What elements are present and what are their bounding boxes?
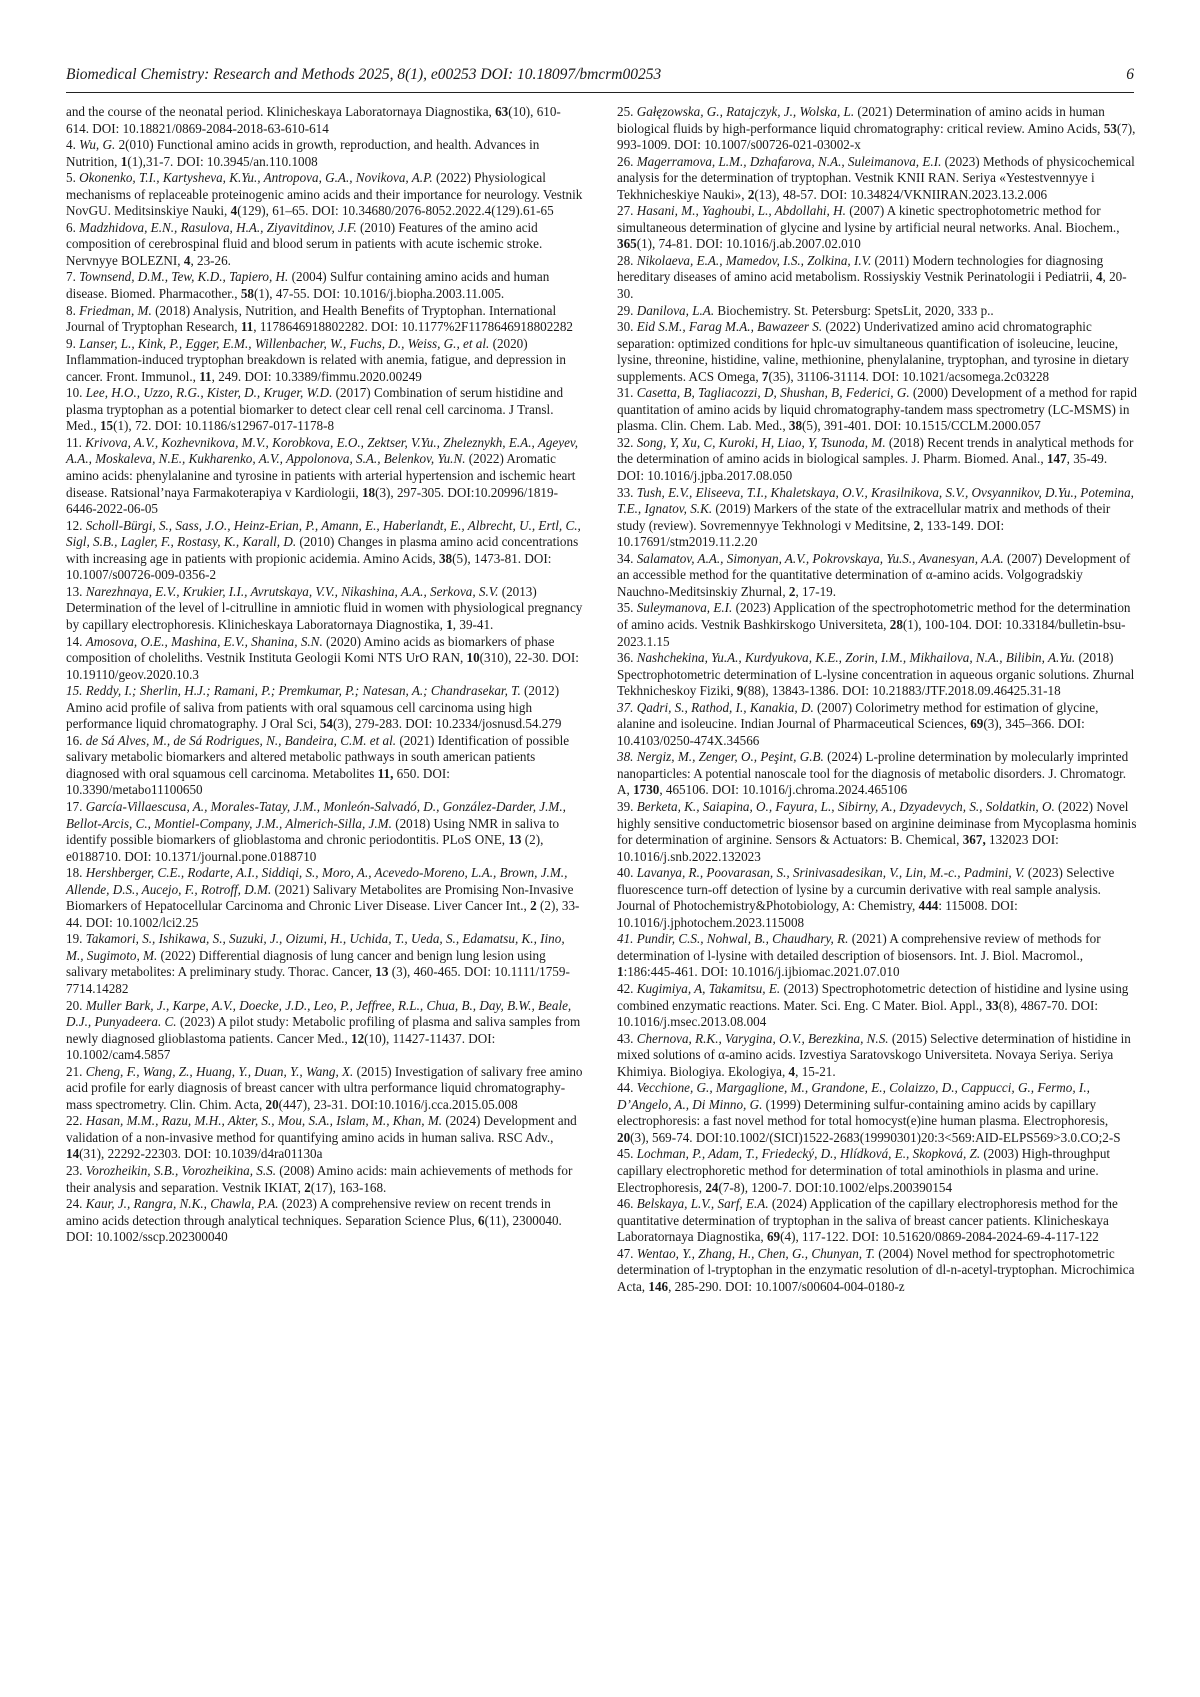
- reference-volume: 54: [319, 716, 333, 732]
- reference-details: (1), 74-81. DOI: 10.1016/j.ab.2007.02.010: [636, 236, 861, 252]
- reference-number: 42.: [617, 980, 637, 996]
- reference-body: (2024) L-proline determination by molecularly imprinted nanoparticles: A potential nanoscale tool for the diagnosis of metabolic disorders. J. Chromatogr. A,: [617, 749, 1129, 798]
- reference-authors: Narezhnaya, E.V., Krukier, I.I., Avrutskaya, V.V., Nikashina, A.A., Serkova, S.V.: [85, 583, 499, 599]
- reference-entry: [66, 1064, 583, 1114]
- reference-volume: 14: [66, 1146, 80, 1162]
- reference-number: 13.: [66, 583, 86, 599]
- reference-volume: 1730: [633, 782, 660, 798]
- reference-body: (2019) Markers of the state of the extracellular matrix and methods of their study (review). Sovremennyye Tekhnologi v Meditsine,: [617, 501, 1111, 533]
- reference-volume: 13: [375, 964, 389, 980]
- reference-details: (17), 163-168.: [310, 1179, 387, 1195]
- reference-entry: [617, 749, 1137, 799]
- reference-body: (2018) Spectrophotometric determination of L-lysine concentration in aqueous organic solutions. Zhurnal Tekhnicheskoy Fiziki,: [617, 650, 1135, 699]
- reference-entry: [66, 931, 583, 997]
- reference-number: 11.: [66, 434, 86, 450]
- reference-number: 40.: [617, 865, 637, 881]
- reference-entry: [617, 203, 1137, 253]
- reference-details: (35), 31106-31114. DOI: 10.1021/acsomega.2c03228: [768, 368, 1050, 384]
- reference-details: (3), 279-283. DOI: 10.2334/josnusd.54.279: [333, 716, 562, 732]
- reference-body: (2012) Amino acid profile of saliva from patients with oral squamous cell carcinoma using high performance liquid chromatography. J Oral Sci,: [66, 683, 560, 732]
- reference-body: (2015) Investigation of salivary free amino acid profile for early diagnosis of breast cancer with ultra performance liquid chromatography-mass spectrometry. Clin. Chim. Acta,: [66, 1063, 583, 1112]
- reference-entry: [617, 700, 1137, 750]
- reference-details: (310), 22-30. DOI: 10.19110/geov.2020.10.3: [66, 650, 579, 682]
- reference-number: 33.: [617, 484, 637, 500]
- reference-volume: 367,: [962, 832, 986, 848]
- reference-entry: [617, 104, 1137, 154]
- references-right-column: [617, 104, 1137, 1295]
- reference-details: , 465106. DOI: 10.1016/j.chroma.2024.465106: [659, 782, 908, 798]
- reference-authors: 15. Reddy, I.; Sherlin, H.J.; Ramani, P.; Premkumar, P.; Natesan, A.; Chandrasekar, T.: [66, 683, 521, 699]
- reference-details: :186:445-461. DOI: 10.1016/j.ijbiomac.2021.07.010: [623, 964, 900, 980]
- reference-body: (2018) Using NMR in saliva to identify possible biomarkers of glioblastoma and chronic periodontitis. PLoS ONE,: [66, 815, 560, 848]
- reference-authors: Song, Y, Xu, C, Kuroki, H, Liao, Y, Tsunoda, M.: [636, 434, 886, 450]
- reference-number: 44.: [617, 1080, 637, 1096]
- reference-entry: [617, 1031, 1137, 1081]
- reference-authors: Vorozheikin, S.B., Vorozheikina, S.S.: [85, 1163, 276, 1178]
- reference-authors: Krivova, A.V., Kozhevnikova, M.V., Korobkova, E.O., Zektser, V.Yu., Zheleznykh, E.A., Ageyev, A.A., Moskaleva, N.E., Kukharenko, A.V., Appolonova, S.A., Belenkov, Yu.N.: [66, 434, 579, 467]
- reference-body: (2022) Differential diagnosis of lung cancer and benign lung lesion using salivary metabolites: A preliminary study. Thorac. Cancer,: [66, 947, 546, 980]
- reference-details: (129), 61–65. DOI: 10.34680/2076-8052.2022.4(129).61-65: [237, 203, 554, 219]
- reference-details: , 23-26.: [190, 252, 231, 268]
- reference-body: (2023) Selective fluorescence turn-off detection of lysine by a curcumin derivative with real sample analysis. Journal of Photochemistry&Photobiology, A: Chemistry,: [617, 865, 1115, 914]
- reference-body: (2018) Recent trends in analytical methods for the determination of amino acids in biological samples. J. Pharm. Biomed. Anal.,: [617, 434, 1134, 467]
- reference-entry: [617, 1146, 1137, 1196]
- reference-body: (2015) Selective determination of histidine in mixed solutions of α-amino acids. Izvestiya Saratovskogo Universiteta. Novaya Seriya. Seriya Khimiya. Biologiya. Ekologiya,: [617, 1030, 1131, 1079]
- reference-entry: [66, 104, 583, 137]
- reference-entry: [617, 154, 1137, 204]
- reference-volume: 1: [120, 153, 128, 169]
- reference-volume: 15: [99, 418, 114, 434]
- reference-number: 21.: [66, 1063, 86, 1079]
- reference-number: 32.: [617, 434, 637, 450]
- reference-body: (2023) A pilot study: Metabolic profiling of plasma and saliva samples from newly diagnosed glioblastoma patients. Cancer Med.,: [66, 1014, 581, 1046]
- reference-volume: 9: [736, 683, 744, 699]
- reference-details: (7-8), 1200-7. DOI:10.1002/elps.200390154: [718, 1179, 953, 1195]
- reference-volume: 146: [648, 1278, 669, 1294]
- reference-details: , 17-19.: [795, 583, 836, 599]
- reference-entry: [617, 1080, 1137, 1146]
- reference-entry: [617, 303, 1137, 320]
- reference-volume: 365: [617, 236, 637, 252]
- reference-number: 24.: [66, 1196, 86, 1212]
- reference-authors: Kaur, J., Rangra, N.K., Chawla, P.A.: [85, 1196, 279, 1212]
- reference-details: 650. DOI: 10.3390/metabo11100650: [66, 765, 450, 798]
- reference-details: (1), 72. DOI: 10.1186/s12967-017-1178-8: [113, 418, 335, 434]
- reference-number: 23.: [66, 1163, 86, 1178]
- reference-number: 28.: [617, 252, 637, 268]
- reference-entry: [617, 485, 1137, 551]
- reference-details: (10), 610-614. DOI: 10.18821/0869-2084-2018-63-610-614: [66, 104, 561, 136]
- reference-details: 132023 DOI: 10.1016/j.snb.2022.132023: [617, 832, 1059, 864]
- reference-details: , 133-149. DOI: 10.17691/stm2019.11.2.20: [617, 517, 1005, 550]
- reference-body: (2022) Underivatized amino acid chromatographic separation: optimized conditions for hplc-uv simultaneous quantification of isoleucine, leucine, lysine, threonine, histidine, valine, methionine, phenylalanine, tryptophan, and tyrosine in dietary supplements. ACS Omega,: [617, 319, 1129, 384]
- reference-details: (3), 345–366. DOI: 10.4103/0250-474X.34566: [617, 716, 1085, 748]
- reference-volume: 2: [913, 517, 921, 533]
- reference-authors: Hershberger, C.E., Rodarte, A.I., Siddiqi, S., Moro, A., Acevedo-Moreno, L.A., Brown, J.M., Allende, D.S., Aucejo, F., Rotroff, D.M.: [66, 865, 568, 897]
- reference-entry: [66, 385, 583, 435]
- reference-body: (2004) Novel method for spectrophotometric determination of l-tryptophan in the enzymatic resolution of dl-n-acetyl-tryptophan. Microchimica Acta,: [617, 1245, 1135, 1294]
- reference-entry: [617, 385, 1137, 435]
- reference-authors: Magerramova, L.M., Dzhafarova, N.A., Suleimanova, E.I.: [636, 153, 942, 169]
- reference-entry: [617, 1196, 1137, 1246]
- reference-body: (2013) Determination of the level of l-citrulline in amniotic fluid in women with physiological pregnancy by capillary electrophoresis. Klinicheskaya Laboratornaya Diagnostika,: [66, 583, 583, 632]
- reference-number: 35.: [617, 600, 637, 616]
- reference-volume: 2: [788, 583, 796, 599]
- reference-authors: Lee, H.O., Uzzo, R.G., Kister, D., Kruger, W.D.: [85, 385, 333, 401]
- reference-number: 46.: [617, 1196, 637, 1212]
- reference-volume: 4: [1095, 269, 1103, 285]
- reference-authors: Lochman, P., Adam, T., Friedecký, D., Hlídková, E., Skopková, Z.: [636, 1146, 981, 1162]
- reference-entry: [66, 170, 583, 220]
- reference-entry: [66, 336, 583, 386]
- reference-details: (10), 11427-11437. DOI: 10.1002/cam4.5857: [66, 1030, 496, 1063]
- reference-volume: 12: [351, 1030, 365, 1046]
- reference-authors: Scholl-Bürgi, S., Sass, J.O., Heinz-Erian, P., Amann, E., Haberlandt, E., Albrecht, U., Ertl, C., Sigl, S.B., Lagler, F., Rostasy, K., Karall, D.: [66, 517, 581, 550]
- reference-volume: 11,: [377, 765, 394, 781]
- reference-authors: Eid S.M., Farag M.A., Bawazeer S.: [636, 319, 823, 335]
- reference-details: (11), 2300040. DOI: 10.1002/sscp.202300040: [66, 1212, 562, 1245]
- reference-details: (8), 4867-70. DOI: 10.1016/j.msec.2013.08.004: [617, 997, 1099, 1030]
- reference-details: (5), 391-401. DOI: 10.1515/CCLM.2000.057: [802, 418, 1041, 434]
- reference-authors: Gałęzowska, G., Ratajczyk, J., Wolska, L.: [636, 104, 855, 119]
- reference-details: , 39-41.: [452, 616, 494, 632]
- reference-details: (1), 47-55. DOI: 10.1016/j.biopha.2003.11.005.: [253, 286, 505, 302]
- reference-body: (2022) Novel highly sensitive conductometric biosensor based on arginine deiminase from Mycoplasma hominis for determination of arginine. Sensors & Actuators: B. Chemical,: [617, 798, 1137, 848]
- reference-volume: 4: [788, 1063, 796, 1079]
- reference-volume: 33: [985, 997, 999, 1013]
- reference-authors: Suleymanova, E.I.: [636, 600, 733, 616]
- reference-authors: Wentao, Y., Zhang, H., Chen, G., Chunyan, T.: [636, 1245, 875, 1261]
- reference-authors: Nikolaeva, E.A., Mamedov, I.S., Zolkina, I.V.: [636, 252, 872, 268]
- reference-authors: Tush, E.V., Eliseeva, T.I., Khaletskaya, O.V., Krasilnikova, S.V., Ovsyannikov, D.Yu., Potemina, T.E., Ignatov, S.K.: [617, 484, 1134, 517]
- reference-authors: Chernova, R.K., Varygina, O.V., Berezkina, N.S.: [636, 1030, 889, 1046]
- reference-body: (2007) Colorimetry method for estimation of glycine, alanine and isoleucine. Indian Journal of Pharmaceutical Sciences,: [617, 699, 1099, 732]
- reference-number: 20.: [66, 997, 86, 1013]
- reference-entry: [617, 253, 1137, 303]
- reference-authors: Madzhidova, E.N., Rasulova, H.A., Ziyavitdinov, J.F.: [79, 219, 357, 235]
- reference-body: (2024) Application of the capillary electrophoresis method for the quantitative determination of tryptophan in the saliva of breast cancer patients. Klinicheskaya Laboratornaya Diagnostika,: [617, 1196, 1118, 1245]
- reference-details: , 249. DOI: 10.3389/fimmu.2020.00249: [211, 368, 422, 384]
- reference-number: 39.: [617, 798, 637, 814]
- reference-entry: [66, 269, 583, 302]
- reference-body: (2020) Inflammation-induced tryptophan breakdown is related with anemia, fatigue, and depression in cancer. Front. Immunol.,: [66, 335, 566, 384]
- reference-details: (7), 993-1009. DOI: 10.1007/s00726-021-03002-x: [617, 120, 1136, 153]
- reference-authors: 41. Pundir, C.S., Nohwal, B., Chaudhary, R.: [617, 931, 849, 947]
- reference-authors: Hasan, M.M., Razu, M.H., Akter, S., Mou, S.A., Islam, M., Khan, M.: [85, 1113, 443, 1129]
- reference-details: (2), 33-44. DOI: 10.1002/lci2.25: [66, 898, 580, 930]
- reference-body: (2013) Spectrophotometric detection of histidine and lysine using combined enzymatic reactions. Mater. Sci. Eng. C Mater. Biol. Appl.,: [617, 980, 1129, 1013]
- reference-volume: 38: [438, 550, 453, 566]
- reference-number: 17.: [66, 798, 86, 814]
- reference-entry: [617, 865, 1137, 931]
- reference-details: (2), e0188710. DOI: 10.1371/journal.pone.0188710: [66, 832, 544, 864]
- reference-body: (2004) Sulfur containing amino acids and human disease. Biomed. Pharmacother.,: [66, 269, 550, 302]
- reference-volume: 63: [495, 104, 509, 119]
- reference-entry: [66, 799, 583, 865]
- journal-citation: Biomedical Chemistry: Research and Methods 2025, 8(1), e00253 DOI: 10.18097/bmcrm00253: [66, 66, 662, 83]
- reference-number: 14.: [66, 633, 86, 649]
- reference-volume: 2: [530, 898, 537, 914]
- reference-volume: 4: [230, 203, 238, 219]
- reference-body: Biochemistry. St. Petersburg: SpetsLit, 2020, 333 p..: [714, 302, 994, 318]
- reference-entry: [617, 551, 1137, 601]
- reference-number: 43.: [617, 1030, 637, 1046]
- reference-volume: 13: [508, 832, 522, 848]
- reference-entry: [617, 650, 1137, 700]
- reference-authors: Friedman, M.: [79, 302, 152, 318]
- reference-body: (2021) A comprehensive review of methods for determination of l-lysine with detailed description of biosensors. Int. J. Biol. Macromol.,: [617, 931, 1101, 963]
- reference-body: 2(010) Functional amino acids in growth, reproduction, and health. Advances in Nutrition,: [66, 137, 540, 169]
- reference-number: 9.: [66, 335, 80, 351]
- reference-number: 18.: [66, 865, 86, 881]
- reference-entry: [617, 435, 1137, 485]
- reference-number: 30.: [617, 319, 637, 335]
- reference-authors: Lavanya, R., Poovarasan, S., Srinivasadesikan, V., Lin, M.-c., Padmini, V.: [636, 865, 1025, 881]
- running-header: [66, 64, 1134, 93]
- reference-entry: [617, 981, 1137, 1031]
- reference-number: 26.: [617, 153, 637, 169]
- reference-body: (2021) Identification of possible salivary metabolic biomarkers and altered metabolic pathways in south american patients diagnosed with oral squamous cell carcinoma. Metabolites: [66, 732, 570, 781]
- reference-entry: [66, 634, 583, 684]
- reference-entry: [66, 683, 583, 733]
- reference-authors: Casetta, B, Tagliacozzi, D, Shushan, B, Federici, G.: [636, 385, 910, 401]
- reference-number: 16.: [66, 732, 86, 748]
- reference-authors: Takamori, S., Ishikawa, S., Suzuki, J., Oizumi, H., Uchida, T., Ueda, S., Edamatsu, K., Iino, M., Sugimoto, M.: [66, 931, 565, 963]
- reference-volume: 2: [304, 1179, 311, 1195]
- reference-number: 34.: [617, 550, 637, 566]
- reference-entry: [617, 319, 1137, 385]
- reference-number: 4.: [66, 137, 80, 153]
- reference-volume: 20: [617, 1129, 631, 1145]
- reference-number: 12.: [66, 517, 86, 533]
- reference-number: 27.: [617, 203, 637, 219]
- reference-authors: Wu, G.: [79, 137, 116, 153]
- reference-entry: [617, 1246, 1137, 1296]
- reference-entry: [66, 220, 583, 270]
- reference-number: 5.: [66, 170, 80, 186]
- reference-details: (13), 48-57. DOI: 10.34824/VKNIIRAN.2023.13.2.006: [754, 186, 1048, 202]
- reference-body: (2008) Amino acids: main achievements of methods for their analysis and separation. Vestnik IKIAT,: [66, 1163, 573, 1195]
- reference-authors: Danilova, L.A.: [636, 302, 715, 318]
- reference-entry: [66, 998, 583, 1064]
- reference-body: (2007) Development of an accessible method for the quantitative determination of α-amino acids. Volgogradskiy Nauchno-Meditsinskiy Zhurnal,: [617, 550, 1131, 599]
- reference-details: (1),31-7. DOI: 10.3945/an.110.1008: [127, 153, 318, 169]
- reference-details: , 285-290. DOI: 10.1007/s00604-004-0180-z: [668, 1278, 905, 1294]
- reference-entry: [66, 1113, 583, 1163]
- reference-details: (3), 297-305. DOI:10.20996/1819-6446-2022-06-05: [66, 484, 558, 517]
- reference-number: 31.: [617, 385, 637, 401]
- reference-authors: Hasani, M., Yaghoubi, L., Abdollahi, H.: [636, 203, 846, 219]
- references-left-column: [66, 104, 583, 1246]
- page-number: 6: [1126, 66, 1134, 83]
- reference-number: 19.: [66, 931, 86, 947]
- reference-body: (2024) Development and validation of a non-invasive method for quantifying amino acids in human saliva. RSC Adv.,: [66, 1113, 577, 1145]
- reference-volume: 69: [970, 716, 984, 732]
- reference-volume: 69: [766, 1229, 781, 1245]
- reference-authors: 38. Nergiz, M., Zenger, O., Peşint, G.B.: [617, 749, 824, 765]
- reference-number: 8.: [66, 302, 80, 318]
- reference-body: (2023) Methods of physicochemical analysis for the determination of tryptophan. Vestnik KNII RAN. Seriya «Yestestvennyye i Tekhnicheskiye Nauki»,: [617, 153, 1135, 202]
- reference-authors: de Sá Alves, M., de Sá Rodrigues, N., Bandeira, C.M. et al.: [85, 732, 397, 748]
- reference-entry: [617, 931, 1137, 981]
- reference-number: 47.: [617, 1245, 637, 1261]
- reference-volume: 10: [466, 650, 480, 666]
- reference-number: 6.: [66, 219, 80, 235]
- reference-body: (2022) Physiological mechanisms of replaceable proteinogenic amino acids and their importance for neurology. Vestnik NovGU. Meditsinskiye Nauki,: [66, 170, 583, 219]
- reference-body: and the course of the neonatal period. Klinicheskaya Laboratornaya Diagnostika,: [66, 104, 496, 119]
- reference-entry: [66, 518, 583, 584]
- reference-volume: 1: [617, 964, 624, 980]
- reference-volume: 7: [761, 368, 769, 384]
- reference-entry: [617, 799, 1137, 865]
- reference-volume: 53: [1103, 120, 1117, 136]
- reference-details: , 15-21.: [795, 1063, 836, 1079]
- reference-entry: [66, 733, 583, 799]
- reference-details: (5), 1473-81. DOI: 10.1007/s00726-009-0356-2: [66, 550, 552, 583]
- reference-body: (2023) A comprehensive review on recent trends in amino acids detection through analytical techniques. Separation Science Plus,: [66, 1196, 551, 1228]
- reference-number: 25.: [617, 104, 637, 119]
- reference-authors: Kugimiya, A, Takamitsu, E.: [636, 980, 781, 996]
- reference-details: (447), 23-31. DOI:10.1016/j.cca.2015.05.008: [278, 1096, 518, 1112]
- reference-volume: 1: [446, 616, 453, 632]
- reference-authors: 37. Qadri, S., Rathod, I., Kanakia, D.: [617, 699, 814, 715]
- reference-details: , 20-30.: [617, 269, 1127, 302]
- reference-authors: García-Villaescusa, A., Morales-Tatay, J.M., Monleón-Salvadó, D., González-Darder, J.M., Bellot-Arcis, C., Montiel-Company, J.M., Almerich-Silla, J.M.: [66, 798, 566, 831]
- reference-volume: 444: [918, 898, 939, 914]
- reference-volume: 147: [1046, 451, 1067, 467]
- reference-body: (2017) Combination of serum histidine and plasma tryptophan as a potential biomarker to detect clear cell renal cell carcinoma. J Transl. Med.,: [66, 385, 564, 434]
- reference-volume: 2: [747, 186, 755, 202]
- reference-authors: Amosova, O.E., Mashina, E.V., Shanina, S.N.: [85, 633, 323, 649]
- reference-body: (2010) Changes in plasma amino acid concentrations with increasing age in patients with propionic acidemia. Amino Acids,: [66, 534, 579, 566]
- reference-volume: 38: [788, 418, 803, 434]
- reference-entry: [66, 1196, 583, 1246]
- reference-entry: [66, 1163, 583, 1196]
- reference-volume: 18: [361, 484, 376, 500]
- reference-authors: Vecchione, G., Margaglione, M., Grandone, E., Colaizzo, D., Cappucci, G., Fermo, I., D’Angelo, A., Di Minno, G.: [617, 1080, 1090, 1112]
- reference-details: (88), 13843-1386. DOI: 10.21883/JTF.2018.09.46425.31-18: [743, 683, 1061, 699]
- reference-body: (2000) Development of a method for rapid quantitation of amino acids by liquid chromatography-tandem mass spectrometry (LC-MSMS) in plasma. Clin. Chem. Lab. Med.,: [617, 385, 1137, 434]
- reference-details: (3), 569-74. DOI:10.1002/(SICI)1522-2683(19990301)20:3<569:AID-ELPS569>3.0.CO;2-S: [630, 1129, 1121, 1145]
- reference-body: (1999) Determining sulfur-containing amino acids by capillary electrophoresis: a fast novel method for total homocyst(e)ine human plasma. Electrophoresis,: [617, 1096, 1109, 1129]
- reference-volume: 11: [199, 368, 212, 384]
- reference-authors: Lanser, L., Kink, P., Egger, E.M., Willenbacher, W., Fuchs, D., Weiss, G., et al.: [79, 335, 490, 351]
- reference-entry: [617, 600, 1137, 650]
- reference-authors: Salamatov, A.A., Simonyan, A.V., Pokrovskaya, Yu.S., Avanesyan, A.A.: [636, 550, 1004, 566]
- reference-details: (4), 117-122. DOI: 10.51620/0869-2084-2024-69-4-117-122: [780, 1229, 1099, 1245]
- reference-volume: 4: [183, 252, 191, 268]
- reference-body: (2010) Features of the amino acid composition of cerebrospinal fluid and blood serum in patients with acute ischemic stroke. Nervnyye BOLEZNI,: [66, 219, 543, 268]
- reference-number: 36.: [617, 650, 637, 666]
- reference-body: (2022) Aromatic amino acids: phenylalanine and tyrosine in patients with arterial hypertension and ischemic heart disease. Ratsional’naya Farmakoterapiya v Kardiologii,: [66, 451, 576, 500]
- reference-authors: Berketa, K., Saiapina, O., Fayura, L., Sibirny, A., Dzyadevych, S., Soldatkin, O.: [636, 798, 1055, 814]
- reference-number: 10.: [66, 385, 86, 401]
- reference-entry: [66, 137, 583, 170]
- reference-entry: [66, 435, 583, 518]
- reference-authors: Okonenko, T.I., Kartysheva, K.Yu., Antropova, G.A., Novikova, A.P.: [79, 170, 433, 186]
- reference-details: : 115008. DOI: 10.1016/j.jphotochem.2023.115008: [617, 898, 1018, 930]
- reference-body: (2018) Analysis, Nutrition, and Health Benefits of Tryptophan. International Journal of Tryptophan Research,: [66, 302, 557, 335]
- reference-volume: 24: [705, 1179, 719, 1195]
- reference-body: (2020) Amino acids as biomarkers of phase composition of choleliths. Vestnik Instituta Geologii Komi NTS UrO RAN,: [66, 633, 555, 666]
- reference-body: (2021) Salivary Metabolites are Promising Non-Invasive Biomarkers of Hepatocellular Carcinoma and Chronic Liver Disease. Liver Cancer Int.,: [66, 881, 574, 914]
- reference-authors: Muller Bark, J., Karpe, A.V., Doecke, J.D., Leo, P., Jeffree, R.L., Chua, B., Day, B.W., Beale, D.J., Punyadeera. C.: [66, 997, 572, 1030]
- reference-authors: Cheng, F., Wang, Z., Huang, Y., Duan, Y., Wang, X.: [85, 1063, 354, 1079]
- reference-body: (2003) High-throughput capillary electrophoretic method for determination of total aminothiols in plasma and urine. Electrophoresis,: [617, 1146, 1111, 1195]
- reference-entry: [66, 303, 583, 336]
- reference-details: (1), 100-104. DOI: 10.33184/bulletin-bsu-2023.1.15: [617, 616, 1126, 649]
- reference-volume: 28: [889, 616, 903, 632]
- reference-details: , 1178646918802282. DOI: 10.1177%2F1178646918802282: [253, 319, 573, 335]
- reference-number: 29.: [617, 302, 637, 318]
- reference-volume: 6: [478, 1212, 485, 1228]
- reference-authors: Nashchekina, Yu.A., Kurdyukova, K.E., Zorin, I.M., Mikhailova, N.A., Bilibin, A.Yu.: [636, 650, 1076, 666]
- reference-authors: Belskaya, L.V., Sarf, E.A.: [636, 1196, 769, 1212]
- reference-volume: 58: [240, 286, 254, 302]
- reference-body: (2007) A kinetic spectrophotometric method for simultaneous determination of glycine and lysine by artificial neural networks. Anal. Biochem.,: [617, 203, 1120, 235]
- reference-volume: 20: [265, 1096, 279, 1112]
- reference-body: (2011) Modern technologies for diagnosing hereditary diseases of amino acid metabolism. Rossiyskiy Vestnik Perinatologii i Pediatrii,: [617, 252, 1104, 285]
- reference-details: , 35-49. DOI: 10.1016/j.jpba.2017.08.050: [617, 451, 1108, 484]
- reference-details: (3), 460-465. DOI: 10.1111/1759-7714.14282: [66, 964, 570, 996]
- reference-entry: [66, 865, 583, 931]
- reference-number: 22.: [66, 1113, 86, 1129]
- reference-entry: [66, 584, 583, 634]
- reference-number: 7.: [66, 269, 80, 285]
- reference-number: 45.: [617, 1146, 637, 1162]
- reference-body: (2021) Determination of amino acids in human biological fluids by high-performance liquid chromatography: critical review. Amino Acids,: [617, 104, 1105, 136]
- reference-body: (2023) Application of the spectrophotometric method for the determination of amino acids. Vestnik Bashkirskogo Universiteta,: [617, 600, 1131, 632]
- reference-volume: 11: [240, 319, 254, 335]
- reference-authors: Townsend, D.M., Tew, K.D., Tapiero, H.: [79, 269, 289, 285]
- reference-details: (31), 22292-22303. DOI: 10.1039/d4ra01130a: [79, 1146, 323, 1162]
